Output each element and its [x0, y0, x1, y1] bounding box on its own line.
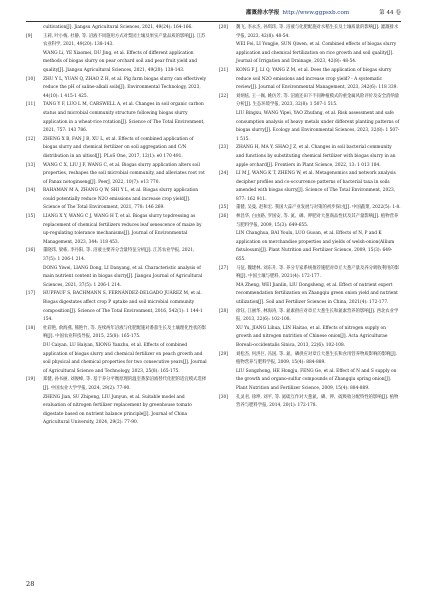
- journal-url: http://www.ggpsxb.com: [282, 10, 350, 17]
- reference-text: LIANG X Y, WANG C J, WANG H T, et al. Biogas slurry topdressing as replacement of chemical fertilizers reduces leaf senescence of maize by up-regulating tolerance mechanisms[J]. Journal of Environmental Management, 2023, 344: 118 453.: [43, 214, 202, 245]
- reference-item: [219, 351, 401, 368]
- reference-item: [26, 325, 208, 342]
- reference-number: [25]: [219, 205, 228, 211]
- page-number: 28: [26, 580, 35, 588]
- reference-item: [26, 24, 208, 33]
- reference-column-left: [26, 24, 208, 576]
- reference-number: [24]: [219, 171, 228, 177]
- reference-text: 刘炳炫, 王一佩, 姚仿芳, 等. 沼液还田下不同种植模式的重金属风险评价及安全消纳量分析[J]. 生态环境学报, 2023, 32(8): 1 507-1 515.: [236, 93, 400, 108]
- reference-text: LIU Songzhong, HE Hongju, FENG Ge, et al. Effect of N and S supply on the growth and organo-sulfur compounds of Zhangqiu spring onion[J]. Plant Nutrition and Fertilizer Science, 2009, 15(4): 884-889.: [236, 368, 397, 391]
- reference-item: [219, 41, 401, 67]
- reference-number: [27]: [219, 265, 228, 271]
- reference-text: ZHENG Jian, SU Zhipeng, LIU Junyun, et al. Suitable model and evaluation of nitrogen fertilizer replacement by greenhouse tomato digestate based on nutrient balance principle[J]. Journal of China Agricultural University, 2024, 29(2): 77-90.: [43, 394, 192, 426]
- reference-list: [26, 24, 401, 576]
- reference-item: [219, 265, 401, 282]
- reference-number: [16]: [26, 248, 35, 254]
- reference-number: [10]: [26, 76, 35, 82]
- reference-item: [26, 213, 208, 247]
- reference-column-right: [219, 24, 401, 576]
- reference-item: [26, 76, 208, 102]
- reference-item: [219, 204, 401, 213]
- reference-item: [219, 325, 401, 351]
- reference-item: [26, 265, 208, 291]
- reference-text: ZHANG H, MA Y, SHAO J Z, et al. Changes in soil bacterial community and functions by substituting chemical fertilizer with biogas slurry in an apple orchard[J]. Frontiers in Plant Science, 2022, 13: 1 013 184.: [236, 145, 396, 168]
- reference-item: [26, 187, 208, 213]
- reference-item: [26, 33, 208, 50]
- reference-item: [26, 394, 208, 428]
- reference-item: [26, 247, 208, 264]
- reference-item: [219, 170, 401, 204]
- reference-number: [14]: [26, 188, 35, 194]
- reference-number: [22]: [219, 93, 228, 99]
- reference-text: LI M J, WANG K T, ZHENG W, et al. Metagenomics and network analysis decipher profiles and co-occurrence patterns of bacterial taxa in soils amended with biogas slurry[J]. Science of The Total Environment, 2023, 877: 162 911.: [236, 171, 396, 202]
- reference-item: [219, 144, 401, 170]
- reference-item: [26, 101, 208, 135]
- reference-number: [20]: [219, 25, 228, 30]
- reference-item: [26, 50, 208, 76]
- reference-number: [26]: [219, 214, 228, 220]
- running-header: [26, 8, 401, 20]
- reference-text: 徐钰, 江丽华, 林海涛, 等. 氮素供应对章丘大葱生长和氮素营养的影响[J]. 西北农业学报, 2013, 22(6): 102-108.: [236, 308, 399, 323]
- reference-number: [12]: [26, 136, 35, 142]
- reference-item: [219, 282, 401, 308]
- reference-text: 郑健, 孙书丽, 刘俊峰, 等. 基于养分平衡原理的温室番茄沼液替代化肥的适宜模式选择[J]. 中国农业大学学报, 2024, 29(2): 77-90.: [43, 377, 207, 391]
- reference-item: [219, 230, 401, 264]
- reference-item: [26, 342, 208, 376]
- reference-text: HUPFAUF S, BACHMANN S, FERNÁNDEZ-DELGADO JUÁREZ M, et al. Biogas digestates affect crop P uptake and soil microbial community composition[J]. Science of The Total Environment, 2016, 542(1): 1 144-1 154.: [43, 291, 203, 323]
- reference-text: 魏飞, 李永杰, 孙琪玮, 等. 沼液与化肥配施对水稻生长及土壤质量的影响[J]. 灌溉排水学报, 2023, 42(8): 48-54.: [236, 25, 399, 39]
- reference-number: [19]: [26, 377, 35, 383]
- reference-text: 董健, 吴曼, 赵和宏. 我国大蒜产业发展与对策的初步探讨[J]. 中国蔬菜, 2022(5): 1-8.: [236, 205, 401, 211]
- reference-number: [21]: [219, 67, 228, 73]
- reference-item: [26, 162, 208, 188]
- reference-text: 杜彩艳, 俞海燕, 熊艳竹, 等. 连续两年沼液与化肥配施对番茄生长及土壤理化性状的影响[J]. 中国农业科技导报, 2015, 25(8): 165-175.: [43, 325, 207, 340]
- reference-item: [219, 368, 401, 394]
- reference-text: LIU Bingxu, WANG Yipei, YAO Zhufang, et al. Risk assessment and safe consumption analysis of heavy metals under different planting patterns of biogas slurry[J]. Ecology and Environmental Sciences, 2023, 32(8): 1 507-1 515.: [236, 110, 400, 142]
- reference-text: ZHU Y L, YUAN Q, ZHAO Z H, et al. Pig farm biogas slurry can effectively reduce the pH of saline-alkali soils[J]. Environmental Technology, 2023, 44(10): 1 415-1 425.: [43, 76, 207, 99]
- reference-text: RAHAMAN M A, ZHANG Q W, SHI Y L, et al. Biogas slurry application could potentially reduce N2O emissions and increase crop yield[J]. Science of The Total Environment, 2021, 778: 146 269.: [43, 188, 199, 211]
- reference-text: DU Caiyan, LU Haiyan, XIONG Yanzhu, et al. Effects of combined application of biogas slurry and chemical fertilizer on peach growth and soil physical and chemical properties for two consecutive years[J]. Journal of Agricultural Science and Technology, 2023, 25(8): 165-175.: [43, 342, 207, 374]
- reference-item: [26, 290, 208, 324]
- reference-item: [219, 67, 401, 93]
- reference-number: [9]: [26, 33, 33, 39]
- reference-text: DONG Yiwei, LIANG Dong, LI Danyang, et al. Characteristic analysis of main nutrient content in biogas slurry[J]. Jiangsu Journal of Agricultural Sciences, 2021, 37(5): 1 206-1 214.: [43, 265, 203, 288]
- reference-text: WEI Fei, LI Yongjie, SUN Qiwen, et al. Combined effects of biogas slurry application and chemical fertilization on rice growth and soil quality[J]. Journal of Irrigation and Drainage, 2023, 42(8): 48-54.: [236, 42, 397, 65]
- reference-item: [26, 136, 208, 162]
- reference-number: [17]: [26, 291, 35, 297]
- reference-number: [15]: [26, 214, 35, 220]
- reference-text: KONG F J, LI Q, YANG Z M, et al. Does the application of biogas slurry reduce soil N2O emissions and increase crop yield? - A systematic review[J]. Journal of Environmental Management, 2023, 342(6): 118 339.: [236, 67, 398, 91]
- reference-item: [219, 308, 401, 325]
- reference-number: [29]: [219, 351, 228, 357]
- reference-text: ZHENG X B, FAN J B, XU L, et al. Effects of combined application of biogas slurry and chemical fertilizer on soil aggregation and C/N distribution in an ultisol[J]. PLoS One, 2017, 12(1): e0 170 491.: [43, 136, 194, 159]
- reference-number: [18]: [26, 325, 35, 331]
- reference-text: TANG Y F, LUO L M, CARSWELL A, et al. Changes in soil organic carbon status and microbial community structure following biogas slurry application in a wheat-rice rotation[J]. Science of The Total Environment, 2021, 757: 143 786.: [43, 102, 205, 134]
- reference-item: [219, 394, 401, 411]
- journal-title: 灌溉排水学报: [245, 10, 280, 17]
- reference-item: [26, 376, 208, 393]
- reference-item: [219, 24, 401, 41]
- reference-number: [30]: [219, 394, 228, 400]
- reference-number: [23]: [219, 145, 228, 151]
- reference-number: [11]: [26, 102, 35, 108]
- reference-text: MA Zheng, WEI Jianlin, LIU Dongsheng, et al. Effect of nutrient expert recommendation fertilization on Zhangqiu green onion yield and nutrient utilization[J]. Soil and Fertilizer Sciences in China, 2021(4): 172-177.: [236, 282, 398, 305]
- reference-text: WANG Li, YE Xiaomei, DU Jing, et al. Effects of different application methods of biogas slurry on pear orchard soil and pear fruit yield and quality[J]. Jiangsu Agricultural Sciences, 2021, 49(20): 138-143.: [43, 50, 198, 73]
- reference-text: 王莉, 叶小梅, 杜静, 等. 沼液不同施用方式对梨园土壤及果实产量品质的影响[J]. 江苏农业科学, 2021, 49(20): 138-143.: [43, 33, 206, 48]
- reference-item: [219, 93, 401, 110]
- reference-text: 刘松杰, 何洪巨, 冯国, 等. 氮、磷供应对章丘大葱生长和食用营养物质影响的影响[J]. 植物营养与肥料学报, 2009, 15(4): 884-889.: [236, 351, 397, 366]
- header-rule: [26, 21, 401, 22]
- reference-number: [13]: [26, 162, 35, 168]
- reference-text: XU Yu, JIANG Lihua, LIN Haitao, et al. Effects of nitrogen supply on growth and nitrogen nutrition of Chinese onion[J]. Acta Agriculturae Boreali-occidentalis Sinica, 2013, 22(6): 102-108.: [236, 325, 388, 348]
- reference-text: cultivation[J]. Jiangsu Agricultural Sciences, 2021, 49(24): 164-166.: [43, 25, 193, 30]
- reference-text: WANG C X, LIU J F, WANG C, et al. Biogas slurry application alters soil properties, reshapes the soil microbial community, and alleviates root rot of Panax notoginseng[J]. PeerJ, 2022, 10(7): e13 770.: [43, 162, 205, 185]
- reference-item: [219, 213, 401, 230]
- reference-text: LIN Changhua, BAI Youlu, LUO Guoan, et al. Effects of N, P and K application on merchandise properties and yields of welsh-onion(Allium fistulosum)[J]. Plant Nutrition and Fertilizer Science, 2009, 15(3): 649-655.: [236, 231, 395, 263]
- journal-volume: 第 44 卷: [379, 10, 401, 17]
- reference-text: 孔灵君, 徐坤, 刘平, 等. 氮硫互作对大葱氮、磷、钾、硫吸收分配特性的影响[J]. 植物营养与肥料学报, 2014, 20(1): 172-178.: [236, 394, 399, 409]
- reference-number: [28]: [219, 308, 228, 314]
- reference-text: 董晓玮, 梁栋, 李丹阳, 等. 沼液主要养分含量特征分析[J]. 江苏农业学报, 2021, 37(5): 1 206-1 214.: [43, 248, 195, 263]
- reference-text: 林昌华, 白由路, 罗国安, 等. 氮、磷、钾肥对大葱商品性状及其产量影响[J]. 植物营养与肥料学报, 2009, 15(3): 649-655.: [236, 214, 399, 228]
- reference-item: [219, 110, 401, 144]
- reference-text: 马征, 魏建林, 刘东升, 等. 养分专家系统推荐施肥对章丘大葱产量及养分吸收利用的影响[J]. 中国土壤与肥料, 2021(4): 172-177.: [236, 265, 400, 280]
